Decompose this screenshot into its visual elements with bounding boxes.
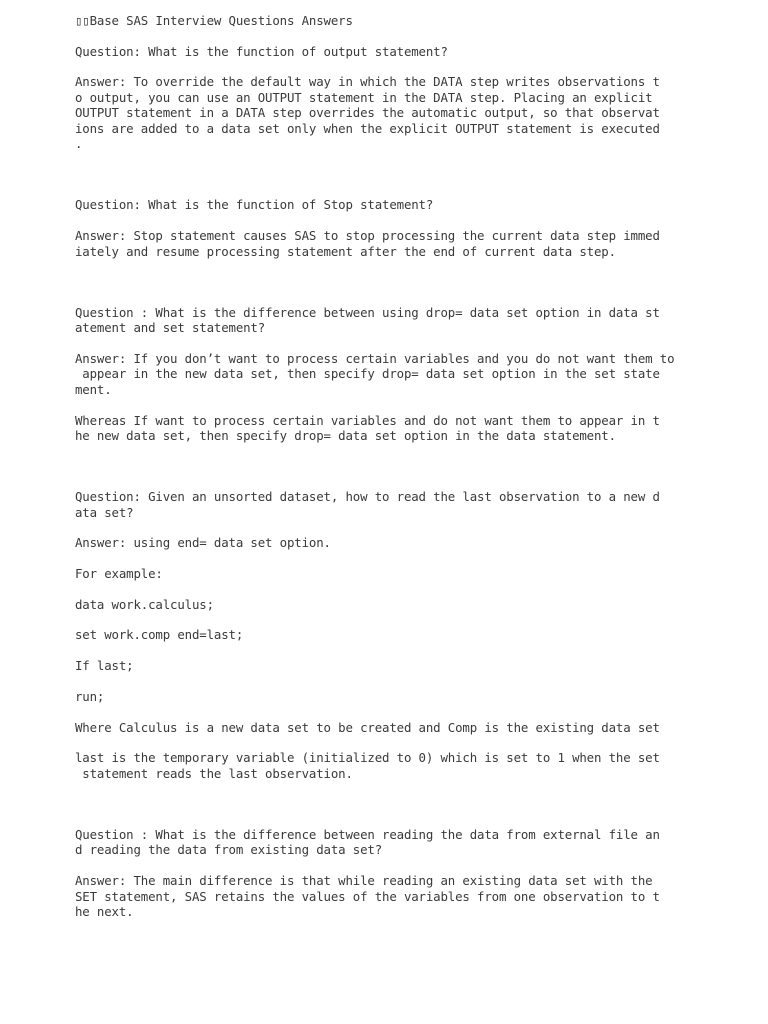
answer-3-line-5: he new data set, then specify drop= data set option in the data statement. (75, 428, 616, 443)
answer-4: Answer: using end= data set option. (75, 535, 331, 550)
answer-2-line-1: Answer: Stop statement causes SAS to stop processing the current data step immed (75, 228, 660, 243)
answer-5-line-2: SET statement, SAS retains the values of the variables from one observation to t (75, 889, 660, 904)
answer-2-line-2: iately and resume processing statement after the end of current data step. (75, 244, 616, 259)
question-5-line-1: Question : What is the difference between reading the data from external file an (75, 827, 660, 842)
question-1: Question: What is the function of output statement? (75, 44, 448, 59)
question-4-line-1: Question: Given an unsorted dataset, how to read the last observation to a new d (75, 489, 660, 504)
question-4-line-2: ata set? (75, 505, 134, 520)
title-glyphs: ▯▯ (75, 13, 90, 28)
document-title (75, 13, 353, 29)
answer-5-line-1: Answer: The main difference is that while reading an existing data set with the (75, 873, 653, 888)
answer-4-explain-2: last is the temporary variable (initialized to 0) which is set to 1 when the set (75, 750, 660, 765)
question-3-line-1: Question : What is the difference between using drop= data set option in data st (75, 305, 660, 320)
example-label: For example: (75, 566, 163, 581)
answer-3-line-4: Whereas If want to process certain variables and do not want them to appear in t (75, 413, 660, 428)
answer-4-explain-3: statement reads the last observation. (75, 766, 353, 781)
code-line-2: set work.comp end=last; (75, 627, 244, 642)
document-title-text: Base SAS Interview Questions Answers (89, 13, 353, 28)
code-line-4: run; (75, 689, 105, 704)
answer-4-explain-1: Where Calculus is a new data set to be created and Comp is the existing data set (75, 720, 660, 735)
answer-3-line-2: appear in the new data set, then specify drop= data set option in the set state (75, 366, 660, 381)
answer-1-line-5: . (75, 136, 83, 151)
question-5-line-2: d reading the data from existing data set? (75, 842, 383, 857)
answer-1-line-1: Answer: To override the default way in which the DATA step writes observations t (75, 74, 660, 89)
code-line-3: If last; (75, 658, 134, 673)
answer-1-line-3: OUTPUT statement in a DATA step overrides the automatic output, so that observat (75, 105, 660, 120)
code-line-1: data work.calculus; (75, 597, 214, 612)
answer-1-line-4: ions are added to a data set only when the explicit OUTPUT statement is executed (75, 121, 660, 136)
question-3-line-2: atement and set statement? (75, 320, 266, 335)
answer-1-line-2: o output, you can use an OUTPUT statement in the DATA step. Placing an explicit (75, 90, 653, 105)
answer-3-line-1: Answer: If you don’t want to process certain variables and you do not want them to (75, 351, 675, 366)
answer-3-line-3: ment. (75, 382, 112, 397)
question-2: Question: What is the function of Stop statement? (75, 197, 434, 212)
answer-5-line-3: he next. (75, 904, 134, 919)
